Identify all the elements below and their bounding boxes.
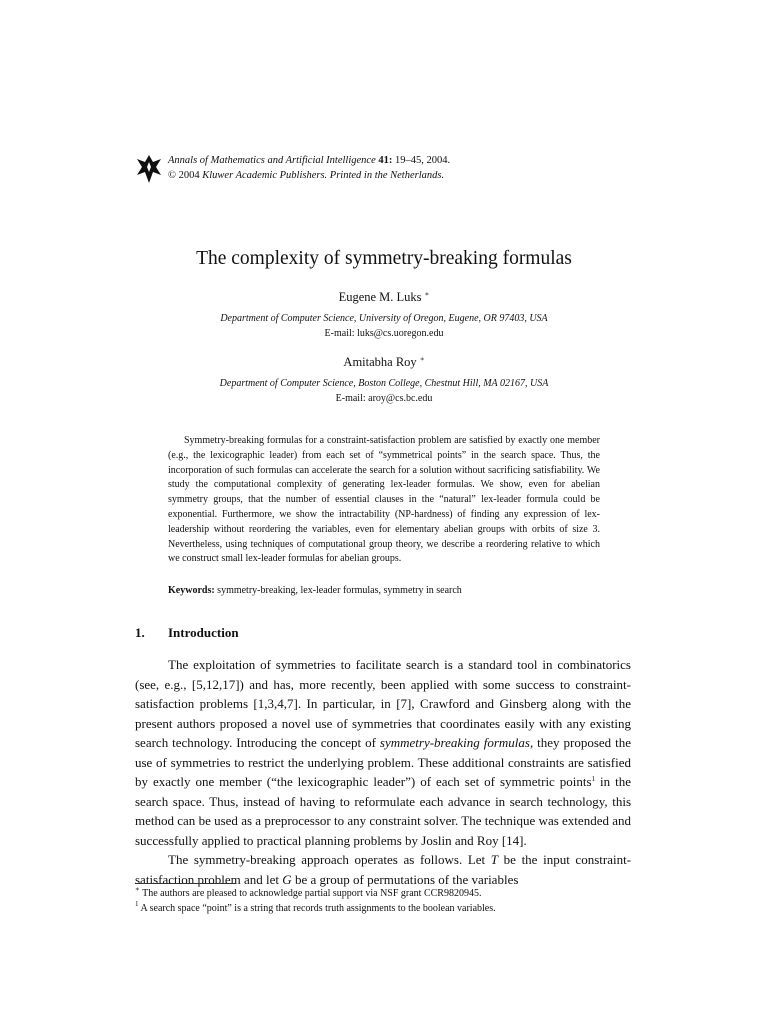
abstract-text: Symmetry-breaking formulas for a constraint-satisfaction problem are satisfied by exactly one member (e.g., the lexicographic leader) from each set of “symmetrical points” in the search space. Thus, the incorporation of such formulas can accelerate the search for a solution without sacrificing satisfiability. We study the computational complexity of generating lex-leader formulas. We show, even for abelian symmetry groups, that the number of essential clauses in the “natural” lex-leader formula could be exponential. Furthermore, we show the intractability (NP-hardness) of finding any expression of lex-leadership without reordering the variables, even for elementary abelian groups with orbits of size 3. Nevertheless, using techniques of computational group theory, we describe a reordering relative to which we construct small lex-leader formulas for abelian groups. [168,435,600,565]
footnote-1-text: The authors are pleased to acknowledge partial support via NSF grant CCR9820945. [142,888,482,899]
abstract [168,434,600,567]
author-1-email: E-mail: luks@cs.uoregon.edu [324,328,444,339]
footnote-rule [135,883,235,884]
publisher-name: Kluwer Academic Publishers. Printed in the Netherlands. [202,170,445,181]
body-paragraph-1 [135,655,631,850]
author-2-mark: ∗ [419,355,425,363]
body-p1-text-b: , they proposed the use of symmetries to restrict the underlying problem. These additional constraints are satisfied by exactly one member (“the lexicographic leader”) of each set of symmetric points [135,735,632,790]
journal-citation [168,153,450,183]
journal-line [168,153,450,168]
footnote-2-mark: 1 [135,900,139,908]
body-p2-text-b: be the input constraint-satisfaction problem and let [135,852,632,888]
author-2-affiliation-block [0,376,768,406]
author-1-name: Eugene M. Luks [338,290,422,304]
journal-name: Annals of Mathematics and Artificial Intelligence [168,155,376,166]
footnote-2 [135,901,631,916]
author-2-affiliation: Department of Computer Science, Boston College, Chestnut Hill, MA 02167, USA [219,378,549,389]
journal-volume: 41: [378,155,393,166]
body-p2-var-g: G [282,872,292,888]
section-number: 1. [135,625,145,640]
author-1 [0,290,768,305]
author-2-email: E-mail: aroy@cs.bc.edu [335,393,433,404]
body-p2-text-a: The symmetry-breaking approach operates as follows. Let [168,852,486,868]
body-p1-term: symmetry-breaking formulas [379,735,530,751]
body-p1-text-c: in the search space. Thus, instead of having to reformulate each advance in search technology, this method can be used as a preprocessor to any constraint solver. The technique was extended and successfully applied to practical planning problems by Joslin and Roy [14]. [135,774,631,848]
footnote-1-mark: ∗ [135,885,140,893]
author-2 [0,355,768,370]
keywords-label: Keywords: [168,585,215,596]
footnote-ref-1: 1 [591,775,596,784]
body-p2-var-t: T [490,852,499,868]
publisher-logo-icon [136,153,162,185]
author-1-mark: ∗ [424,290,430,298]
copyright-line [168,168,450,183]
journal-pages: 19–45, 2004. [394,155,451,166]
author-1-affiliation: Department of Computer Science, University of Oregon, Eugene, OR 97403, USA [220,313,548,324]
body-text [135,655,631,890]
author-1-affiliation-block [0,311,768,341]
body-p1-text-a: The exploitation of symmetries to facilitate search is a standard tool in combinatorics (see, e.g., [5,12,17]) and has, more recently, been applied with some success to constraint-satisfaction problems [1,3,4,7]. In particular, in [7], Crawford and Ginsberg along with the present authors proposed a novel use of symmetries that coordinates easily with any existing search technology. Introducing the concept of [135,657,631,751]
paper-title: The complexity of symmetry-breaking formulas [196,248,572,269]
footnote-1 [135,886,631,901]
keywords [168,583,600,598]
footnote-2-text: A search space “point” is a string that records truth assignments to the boolean variables. [140,903,496,914]
section-heading [135,625,239,641]
section-title: Introduction [168,625,239,640]
author-2-name: Amitabha Roy [343,355,417,369]
copyright-year: 2004 [178,170,200,181]
copyright-symbol: © [168,170,176,181]
body-p2-text-c: be a group of permutations of the variables [294,872,519,888]
keywords-text: symmetry-breaking, lex-leader formulas, symmetry in search [217,585,462,596]
footnotes [135,886,631,916]
